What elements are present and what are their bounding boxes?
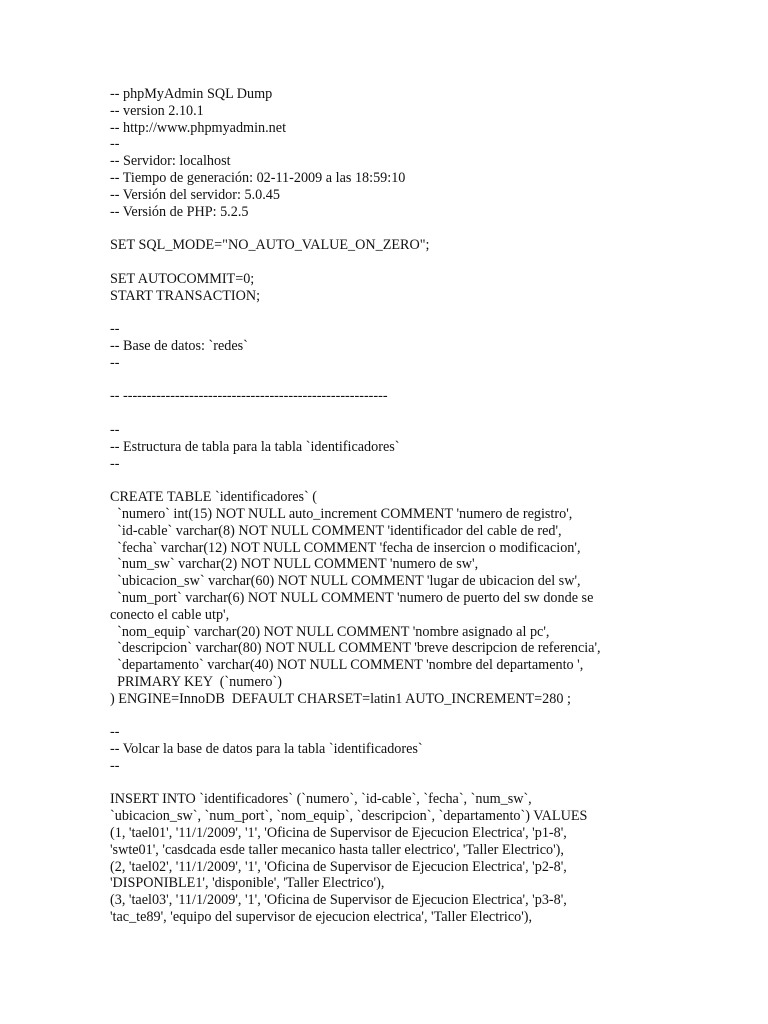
document-line: -- Versión de PHP: 5.2.5	[110, 203, 249, 220]
document-line: 'DISPONIBLE1', 'disponible', 'Taller Electrico'),	[110, 875, 385, 892]
document-line: `numero` int(15) NOT NULL auto_increment COMMENT 'numero de registro',	[110, 505, 573, 522]
blank-line	[110, 405, 750, 422]
document-line: --	[110, 136, 120, 153]
blank-line	[110, 472, 750, 489]
document-line: -- phpMyAdmin SQL Dump	[110, 86, 273, 102]
document-line: PRIMARY KEY (`numero`)	[110, 673, 282, 690]
document-line: INSERT INTO `identificadores` (`numero`, `id-cable`, `fecha`, `num_sw`,	[110, 791, 532, 808]
document-line: `descripcion` varchar(80) NOT NULL COMMENT 'breve descripcion de referencia',	[110, 640, 601, 657]
document-line: -- version 2.10.1	[110, 102, 204, 119]
blank-line	[110, 775, 750, 792]
document-line: --	[110, 421, 120, 438]
document-line: conecto el cable utp',	[110, 606, 230, 623]
document-line: --	[110, 724, 120, 741]
document-line: 'swte01', 'casdcada esde taller mecanico hasta taller electrico', 'Taller Electrico'),	[110, 841, 564, 858]
document-line: -- Servidor: localhost	[110, 153, 231, 170]
document-line: -- --------------------------------------------------------	[110, 388, 388, 405]
document-line: `num_sw` varchar(2) NOT NULL COMMENT 'numero de sw',	[110, 556, 479, 573]
document-line: START TRANSACTION;	[110, 287, 261, 304]
document-line: --	[110, 757, 120, 774]
document-line: (1, 'tael01', '11/1/2009', '1', 'Oficina de Supervisor de Ejecucion Electrica', 'p1-8',	[110, 825, 567, 842]
document-line: -- Base de datos: `redes`	[110, 337, 248, 354]
document-line: `nom_equip` varchar(20) NOT NULL COMMENT 'nombre asignado al pc',	[110, 623, 550, 640]
document-line: SET SQL_MODE="NO_AUTO_VALUE_ON_ZERO";	[110, 237, 430, 254]
blank-line	[110, 254, 750, 271]
blank-line	[110, 220, 750, 237]
document-line: -- Volcar la base de datos para la tabla `identificadores`	[110, 741, 423, 758]
document-line: `num_port` varchar(6) NOT NULL COMMENT 'numero de puerto del sw donde se	[110, 589, 594, 606]
document-line: -- Tiempo de generación: 02-11-2009 a las 18:59:10	[110, 169, 406, 186]
document-line: (3, 'tael03', '11/1/2009', '1', 'Oficina de Supervisor de Ejecucion Electrica', 'p3-8',	[110, 892, 567, 909]
document-line: --	[110, 455, 120, 472]
document-line: -- Versión del servidor: 5.0.45	[110, 186, 280, 203]
document-line: `id-cable` varchar(8) NOT NULL COMMENT 'identificador del cable de red',	[110, 522, 562, 539]
sql-dump-document	[110, 86, 750, 926]
document-line: `ubicacion_sw` varchar(60) NOT NULL COMMENT 'lugar de ubicacion del sw',	[110, 573, 581, 590]
document-line: ) ENGINE=InnoDB DEFAULT CHARSET=latin1 AUTO_INCREMENT=280 ;	[110, 690, 571, 707]
document-line: CREATE TABLE `identificadores` (	[110, 489, 318, 506]
document-line: (2, 'tael02', '11/1/2009', '1', 'Oficina de Supervisor de Ejecucion Electrica', 'p2-8',	[110, 858, 567, 875]
document-line: `departamento` varchar(40) NOT NULL COMMENT 'nombre del departamento ',	[110, 657, 584, 674]
document-line: `fecha` varchar(12) NOT NULL COMMENT 'fecha de insercion o modificacion',	[110, 539, 581, 556]
document-line: 'tac_te89', 'equipo del supervisor de ejecucion electrica', 'Taller Electrico'),	[110, 909, 533, 926]
document-line: SET AUTOCOMMIT=0;	[110, 270, 255, 287]
document-line: -- http://www.phpmyadmin.net	[110, 119, 287, 136]
blank-line	[110, 372, 750, 389]
document-line: -- Estructura de tabla para la tabla `identificadores`	[110, 438, 400, 455]
blank-line	[110, 707, 750, 724]
document-line: --	[110, 321, 120, 338]
document-line: `ubicacion_sw`, `num_port`, `nom_equip`, `descripcion`, `departamento`) VALUES	[110, 808, 588, 825]
document-line: --	[110, 354, 120, 371]
blank-line	[110, 304, 750, 321]
